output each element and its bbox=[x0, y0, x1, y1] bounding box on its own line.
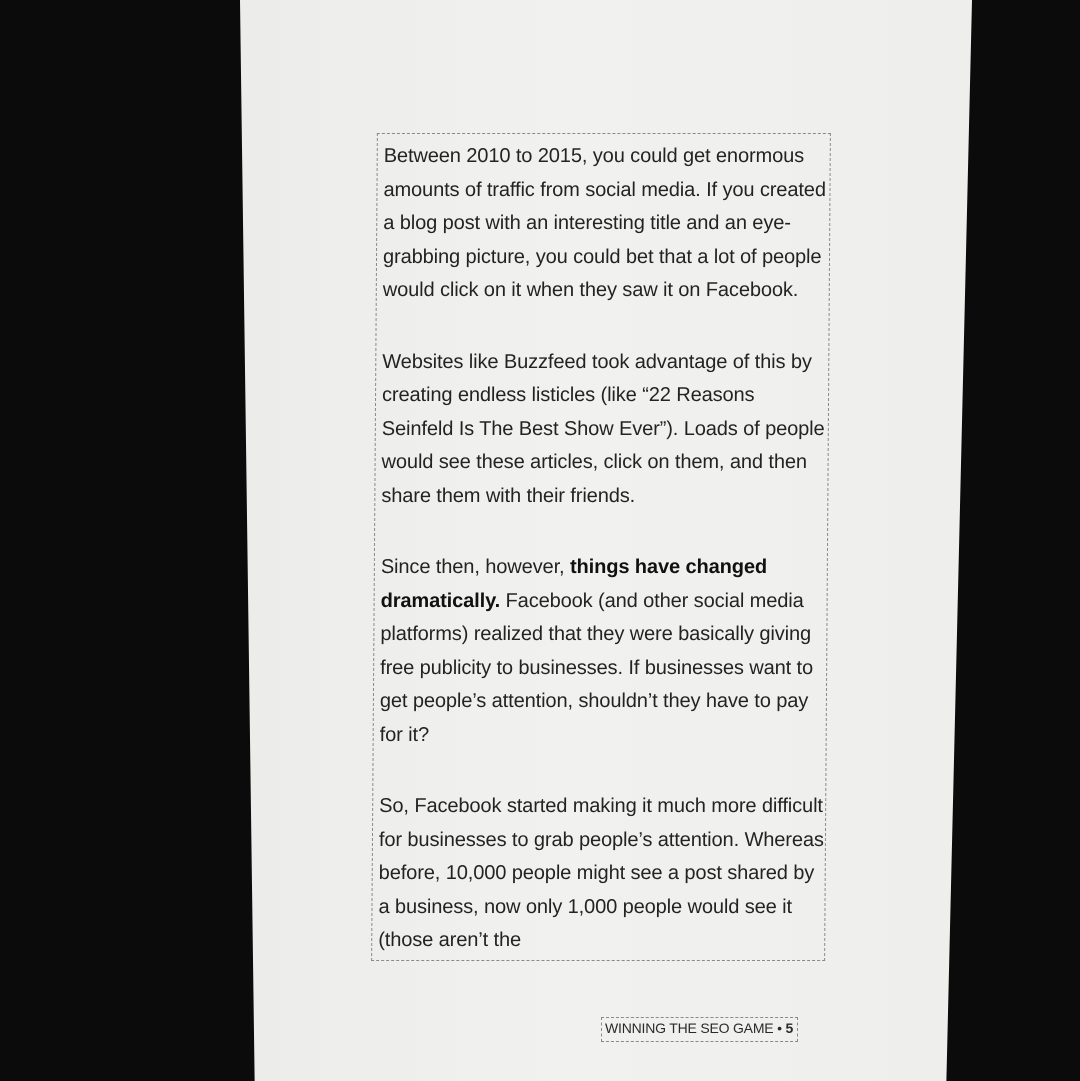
running-footer bbox=[601, 1017, 798, 1042]
footer-title: WINNING THE SEO GAME bbox=[605, 1020, 774, 1036]
paragraph-3-rest: Facebook (and other social media platforms) realized that they were basically giving free publicity to businesses. If businesses want to get people’s attention, shouldn’t they have to pay for it? bbox=[379, 589, 814, 746]
text-frame bbox=[371, 133, 831, 961]
paragraph-3-lead: Since then, however, bbox=[380, 556, 571, 578]
paragraph-3 bbox=[380, 551, 829, 752]
paragraph-4: So, Facebook started making it much more difficult for businesses to grab people’s attention. Whereas before, 10,000 people might see a post shared by a business, now only 1,000 people would see it (those aren’t the bbox=[378, 795, 824, 951]
paragraph-2: Websites like Buzzfeed took advantage of this by creating endless listicles (like “22 Reasons Seinfeld Is The Best Show Ever”). Loads of people would see these articles, click on them, and then share them with their friends. bbox=[381, 350, 825, 507]
page-number: 5 bbox=[785, 1020, 794, 1036]
footer-separator: • bbox=[773, 1020, 786, 1036]
paragraph-3-emphasis: things have changed dramatically. bbox=[380, 556, 768, 612]
paragraph-1: Between 2010 to 2015, you could get enormous amounts of traffic from social media. If you created a blog post with an interesting title and an eye-grabbing picture, you could bet that a lot of people would click on it when they saw it on Facebook. bbox=[382, 145, 826, 301]
